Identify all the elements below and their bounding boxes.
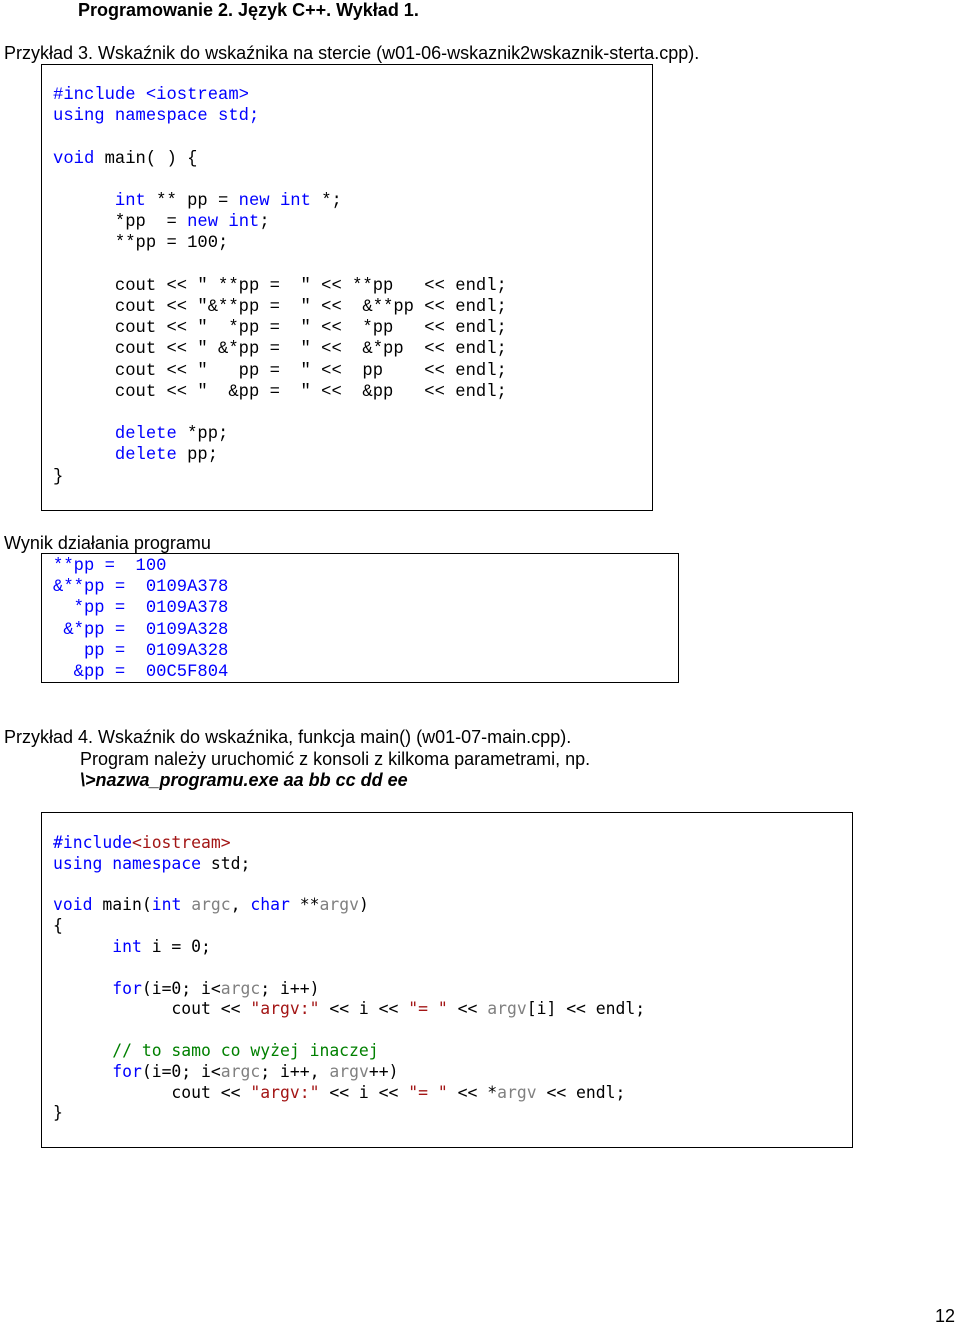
code-line: using namespace std; <box>53 107 260 127</box>
code-box-example3 <box>41 64 653 511</box>
code-line: cout << " &*pp = " << &*pp << endl; <box>53 340 507 360</box>
code-line: void main(int argc, char **argv) <box>53 895 369 915</box>
code-line: cout << " *pp = " << *pp << endl; <box>53 319 507 339</box>
code-line: // to samo co wyżej inaczej <box>112 1041 379 1060</box>
output-label: Wynik działania programu <box>4 533 211 553</box>
example4-title: Przykład 4. Wskaźnik do wskaźnika, funkcja main() (w01-07-main.cpp). <box>4 727 572 747</box>
code-line: int ** pp = new int *; <box>114 192 342 211</box>
document-header: Programowanie 2. Język C++. Wykład 1. <box>78 0 419 20</box>
blank-line <box>53 875 63 896</box>
code-line: cout << "argv:" << i << "= " << argv[i] << endl; <box>53 999 646 1019</box>
code-line: **pp = 100; <box>53 234 229 254</box>
example3-title: Przykład 3. Wskaźnik do wskaźnika na stercie (w01-06-wskaznik2wskaznik-sterta.cpp). <box>4 43 700 63</box>
blank-line <box>53 1020 63 1041</box>
code-line: &*pp = 0109A328 <box>53 620 229 640</box>
code-line: delete *pp; <box>114 425 229 445</box>
code-line: cout << "&**pp = " << &**pp << endl; <box>53 298 507 317</box>
code-line: #include<iostream> <box>53 833 231 852</box>
code-line: pp = 0109A328 <box>53 641 229 661</box>
code-line: { <box>53 916 63 936</box>
code-line: for(i=0; i<argc; i++) <box>112 978 320 998</box>
code-line: *pp = 0109A378 <box>53 599 229 619</box>
page-number: 12 <box>935 1306 956 1326</box>
code-line: } <box>53 1103 63 1123</box>
blank-line <box>53 403 63 424</box>
code-line: delete pp; <box>114 446 219 466</box>
code-line: using namespace std; <box>53 853 251 873</box>
code-line: cout << " &pp = " << &pp << endl; <box>53 382 507 402</box>
code-line: cout << "argv:" << i << "= " << *argv << endl; <box>53 1082 626 1102</box>
blank-line <box>53 127 63 148</box>
code-box-example4 <box>41 812 853 1148</box>
blank-line <box>53 170 63 191</box>
code-line: cout << " pp = " << pp << endl; <box>53 361 507 381</box>
code-line: &**pp = 0109A378 <box>53 578 229 598</box>
code-line: #include <iostream> <box>53 86 249 105</box>
code-line: for(i=0; i<argc; i++, argv++) <box>112 1061 399 1081</box>
code-line: } <box>53 467 64 487</box>
code-line: **pp = 100 <box>53 557 167 576</box>
output-box <box>41 553 679 683</box>
example4-instruction: Program należy uruchomić z konsoli z kilkoma parametrami, np. <box>80 749 591 769</box>
code-line: void main( ) { <box>53 149 198 169</box>
code-line: cout << " **pp = " << **pp << endl; <box>53 276 507 296</box>
code-line: *pp = new int; <box>53 213 270 233</box>
blank-line <box>53 958 63 979</box>
code-line: int i = 0; <box>112 937 211 956</box>
blank-line <box>53 255 63 276</box>
example4-command: \>nazwa_programu.exe aa bb cc dd ee <box>80 770 408 790</box>
code-line: &pp = 00C5F804 <box>53 663 229 682</box>
